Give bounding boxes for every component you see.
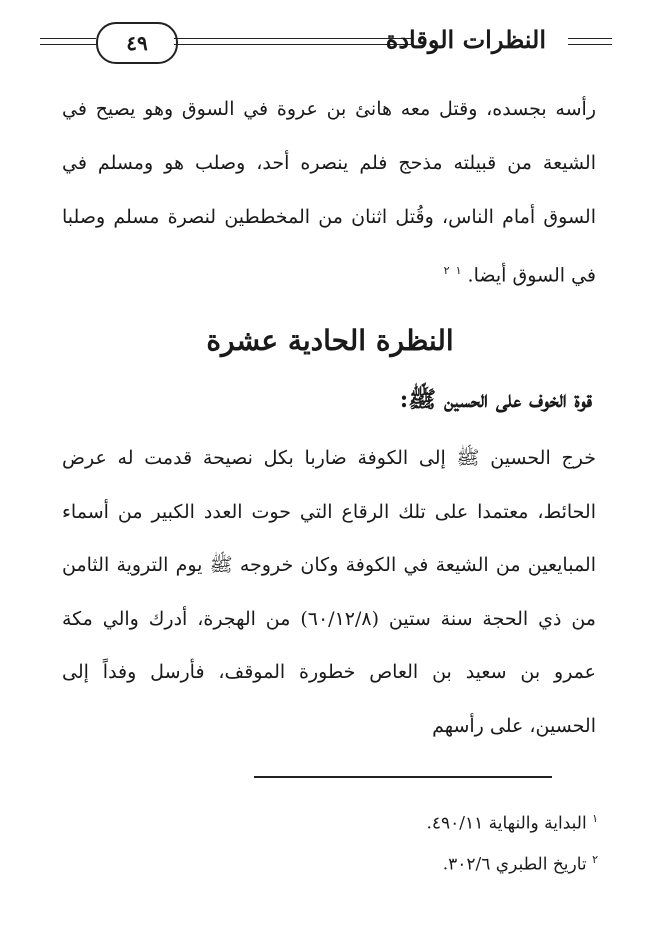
footnote-2-mark: ٢ [592, 853, 598, 866]
footnote-mark-1: ١ [455, 264, 462, 277]
page-number: ٤٩ [96, 22, 178, 64]
header-rule-left-top [40, 38, 96, 39]
footnote-1 [426, 804, 598, 839]
footnote-mark-2: ٢ [443, 264, 450, 277]
footnote-2-text: تاريخ الطبري ٣٠٢/٦. [442, 854, 587, 875]
header-rule-middle-bottom [174, 44, 412, 45]
footnote-1-mark: ١ [592, 812, 598, 825]
book-title: النظرات الوقادة [385, 25, 546, 54]
paragraph-2: خرج الحسين ﷺ إلى الكوفة ضاربا بكل نصيحة قدمت له عرض الحائط، معتمدا على تلك الرقاع التي حوت العدد الكبير من أسماء المبايعين من الشيعة في الكوفة وكان خروجه ﷺ يوم التروية الثامن من ذي الحجة سنة ستين (٦٠/١٢/٨) من الهجرة، أدرك والي مكة عمرو بن سعيد بن العاص خطورة الموقف، فأرسل وفداً إلى الحسين، على رأسهم [62, 447, 596, 737]
paragraph-1 [62, 82, 596, 302]
running-header [40, 22, 612, 66]
paragraph-1-text: رأسه بجسده، وقتل معه هانئ بن عروة في السوق وهو يصيح في الشيعة من قبيلته مذحج فلم ينصره أحد، وصلب هو ومسلم في السوق أمام الناس، وقُتل اثنان من المخططين لنصرة مسلم وصلبا في السوق أيضا. [62, 98, 596, 287]
subsection-title: قوة الخوف على الحسين ﷺ: [399, 386, 592, 413]
section-title: النظرة الحادية عشرة [206, 324, 454, 357]
footnote-separator [254, 776, 552, 778]
footnote-1-text: البداية والنهاية ٤٩٠/١١. [426, 813, 587, 834]
footnote-2 [443, 845, 598, 880]
header-rule-right-bottom [568, 44, 612, 45]
header-rule-middle-top [174, 38, 412, 39]
header-rule-right-top [568, 38, 612, 39]
header-rule-left-bottom [40, 44, 96, 45]
